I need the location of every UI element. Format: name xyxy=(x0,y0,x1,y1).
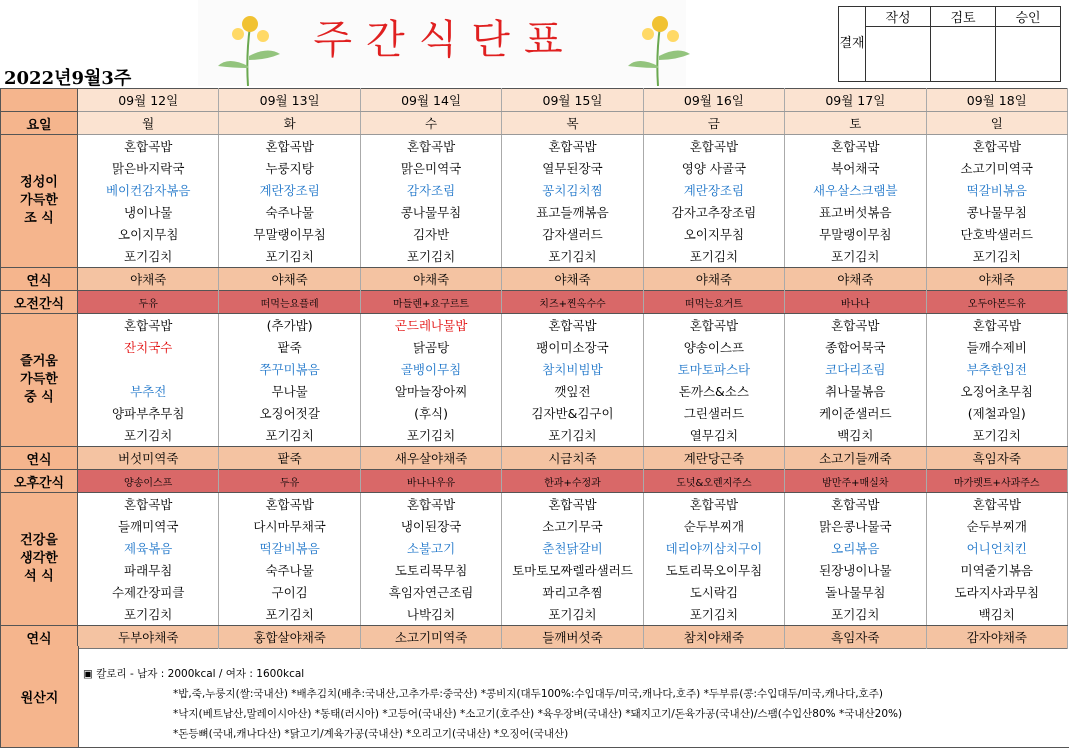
menu-cell: 깻잎전 xyxy=(502,380,643,402)
menu-cell: 오징어초무침 xyxy=(926,380,1067,402)
menu-cell: 참치야채죽 xyxy=(643,626,784,649)
origin-line: *돈등뼈(국내,캐나다산) *닭고기/계육가공(국내산) *오리고기(국내산) *오징어(국내산) xyxy=(173,728,569,740)
menu-cell: 포기김치 xyxy=(78,424,219,447)
menu-cell: 참치비빔밥 xyxy=(502,358,643,380)
dinner-label-line: 석 식 xyxy=(24,569,54,584)
lunch-label-line: 즐거움 xyxy=(20,354,58,369)
dinner-row xyxy=(1,559,1068,581)
menu-cell: 흑임자연근조림 xyxy=(360,581,501,603)
menu-cell: 혼합곡밥 xyxy=(643,493,784,516)
menu-cell: 들깨미역국 xyxy=(78,515,219,537)
menu-cell: 혼합곡밥 xyxy=(502,314,643,337)
breakfast-label-line: 가득한 xyxy=(20,193,58,208)
menu-cell: 혼합곡밥 xyxy=(360,135,501,158)
menu-cell: 혼합곡밥 xyxy=(926,135,1067,158)
menu-cell: 혼합곡밥 xyxy=(78,314,219,337)
menu-cell: 혼합곡밥 xyxy=(78,135,219,158)
origin-footer xyxy=(0,646,1069,748)
breakfast-section xyxy=(1,135,1068,268)
menu-cell: 포기김치 xyxy=(219,424,360,447)
lunch-row xyxy=(1,424,1068,447)
approval-col: 작성 xyxy=(866,7,931,27)
menu-cell: 토마토파스타 xyxy=(643,358,784,380)
snack-cell: 밤만주+매실차 xyxy=(785,470,926,493)
soft-food-label: 연식 xyxy=(1,626,78,649)
menu-cell: 냉이나물 xyxy=(78,201,219,223)
menu-cell: 누룽지탕 xyxy=(219,157,360,179)
dinner-section xyxy=(1,493,1068,626)
menu-cell: 버섯미역죽 xyxy=(78,447,219,470)
menu-cell: 꽈리고추찜 xyxy=(502,581,643,603)
menu-cell: 데리야끼삼치구이 xyxy=(643,537,784,559)
menu-cell: 잔치국수 xyxy=(78,336,219,358)
menu-cell: 돌나물무침 xyxy=(785,581,926,603)
week-label: 2022년9월3주 xyxy=(4,68,132,89)
corner-cell xyxy=(1,89,78,112)
snack-cell: 떠먹는요거트 xyxy=(643,291,784,314)
menu-cell: 계란장조림 xyxy=(643,179,784,201)
menu-cell: 감자조림 xyxy=(360,179,501,201)
menu-cell: 포기김치 xyxy=(502,603,643,626)
menu-cell: 북어채국 xyxy=(785,157,926,179)
date-row xyxy=(1,89,1068,112)
menu-cell: 혼합곡밥 xyxy=(502,493,643,516)
breakfast-label-line: 조 식 xyxy=(24,211,54,226)
approval-side-label: 결재 xyxy=(839,7,866,82)
menu-cell: 야채죽 xyxy=(78,268,219,291)
dinner-label-line: 건강을 xyxy=(20,533,58,548)
menu-cell: 오이지무침 xyxy=(643,223,784,245)
menu-cell: 혼합곡밥 xyxy=(785,493,926,516)
menu-cell: 시금치죽 xyxy=(502,447,643,470)
menu-cell: 나박김치 xyxy=(360,603,501,626)
menu-cell: 도라지사과무침 xyxy=(926,581,1067,603)
menu-cell: 포기김치 xyxy=(360,245,501,268)
calorie-note: ▣ 칼로리 - 남자 : 2000kcal / 여자 : 1600kcal xyxy=(83,668,305,680)
approval-box xyxy=(838,6,1061,82)
snack-cell: 마가렛트+사과주스 xyxy=(926,470,1067,493)
menu-cell: 부추전 xyxy=(78,380,219,402)
soft-food-row xyxy=(1,447,1068,470)
menu-cell: 오이지무침 xyxy=(78,223,219,245)
snack-cell: 양송이스프 xyxy=(78,470,219,493)
menu-cell: 야채죽 xyxy=(926,268,1067,291)
am-snack-row xyxy=(1,291,1068,314)
origin-label: 원산지 xyxy=(1,646,79,747)
page-title: 주간식단표 xyxy=(313,17,577,63)
weekday-cell: 화 xyxy=(219,112,360,135)
menu-cell: 열무된장국 xyxy=(502,157,643,179)
menu-cell: 곤드레나물밥 xyxy=(360,314,501,337)
lunch-row xyxy=(1,336,1068,358)
dinner-row xyxy=(1,493,1068,516)
menu-cell: 야채죽 xyxy=(219,268,360,291)
menu-cell: 골뱅이무침 xyxy=(360,358,501,380)
menu-cell: 포기김치 xyxy=(643,603,784,626)
snack-cell: 치즈+찐옥수수 xyxy=(502,291,643,314)
menu-cell: 팽이미소장국 xyxy=(502,336,643,358)
menu-cell: 수제간장피클 xyxy=(78,581,219,603)
menu-cell: 된장냉이나물 xyxy=(785,559,926,581)
menu-cell: 콩나물무침 xyxy=(360,201,501,223)
menu-cell: 닭곰탕 xyxy=(360,336,501,358)
menu-cell: 흑임자죽 xyxy=(785,626,926,649)
menu-cell: 들깨수제비 xyxy=(926,336,1067,358)
menu-cell: 포기김치 xyxy=(360,424,501,447)
menu-cell: 숙주나물 xyxy=(219,201,360,223)
weekday-cell: 토 xyxy=(785,112,926,135)
menu-cell: 떡갈비볶음 xyxy=(219,537,360,559)
menu-cell: 토마토모짜렐라샐러드 xyxy=(502,559,643,581)
menu-cell: 야채죽 xyxy=(502,268,643,291)
menu-cell: 포기김치 xyxy=(78,603,219,626)
menu-cell: 포기김치 xyxy=(643,245,784,268)
menu-cell: 야채죽 xyxy=(785,268,926,291)
menu-cell: 케이준샐러드 xyxy=(785,402,926,424)
soft-food-label: 연식 xyxy=(1,447,78,470)
snack-cell: 두유 xyxy=(219,470,360,493)
menu-cell: 맑은콩나물국 xyxy=(785,515,926,537)
menu-cell: 부추한입전 xyxy=(926,358,1067,380)
approval-col: 검토 xyxy=(931,7,996,27)
menu-cell: 코다리조림 xyxy=(785,358,926,380)
menu-cell: 순두부찌개 xyxy=(643,515,784,537)
breakfast-row xyxy=(1,245,1068,268)
menu-cell: 김자반 xyxy=(360,223,501,245)
menu-cell: 소불고기 xyxy=(360,537,501,559)
menu-cell: 무말랭이무침 xyxy=(785,223,926,245)
breakfast-row xyxy=(1,201,1068,223)
menu-cell: 포기김치 xyxy=(219,245,360,268)
date-cell: 09월 13일 xyxy=(219,89,360,112)
menu-table xyxy=(0,88,1068,649)
lunch-label xyxy=(1,314,78,447)
menu-cell: 도토리묵무침 xyxy=(360,559,501,581)
date-cell: 09월 18일 xyxy=(926,89,1067,112)
menu-cell: 돈까스&소스 xyxy=(643,380,784,402)
snack-cell: 바나나우유 xyxy=(360,470,501,493)
snack-cell: 두유 xyxy=(78,291,219,314)
menu-cell: 혼합곡밥 xyxy=(78,493,219,516)
menu-cell: (추가밥) xyxy=(219,314,360,337)
lunch-row xyxy=(1,358,1068,380)
menu-cell: 미역줄기볶음 xyxy=(926,559,1067,581)
menu-cell: (후식) xyxy=(360,402,501,424)
weekday-label: 요일 xyxy=(1,112,78,135)
menu-cell: 새우살스크램블 xyxy=(785,179,926,201)
menu-cell: 무말랭이무침 xyxy=(219,223,360,245)
menu-cell: 포기김치 xyxy=(785,603,926,626)
menu-cell: 양송이스프 xyxy=(643,336,784,358)
menu-cell: 영양 사골국 xyxy=(643,157,784,179)
weekday-cell: 금 xyxy=(643,112,784,135)
origin-line: *밥,죽,누룽지(쌀:국내산) *배추김치(배추:국내산,고추가루:중국산) *콩비지(대두100%:수입대두/미국,캐나다,호주) *두부류(콩:수입대두/미국,캐나다,호주) xyxy=(173,688,883,700)
soft-food-row xyxy=(1,268,1068,291)
menu-cell: 그린샐러드 xyxy=(643,402,784,424)
menu-cell: 맑은미역국 xyxy=(360,157,501,179)
menu-cell: 도토리묵오이무침 xyxy=(643,559,784,581)
breakfast-row xyxy=(1,179,1068,201)
menu-cell: 알마늘장아찌 xyxy=(360,380,501,402)
date-cell: 09월 16일 xyxy=(643,89,784,112)
menu-cell: 혼합곡밥 xyxy=(219,135,360,158)
menu-cell: 팥죽 xyxy=(219,447,360,470)
menu-cell: 포기김치 xyxy=(785,245,926,268)
pm-snack-label: 오후간식 xyxy=(1,470,78,493)
menu-cell: 소고기들깨죽 xyxy=(785,447,926,470)
origin-line: *낙지(베트남산,말레이시아산) *동태(러시아) *고등어(국내산) *소고기(호주산) *육우장벼(국내산) *돼지고기/돈육가공(국내산)/스팸(수입산80% *국내산20%) xyxy=(173,708,903,720)
menu-cell: 냉이된장국 xyxy=(360,515,501,537)
menu-cell: 어니언치킨 xyxy=(926,537,1067,559)
menu-cell: 표고버섯볶음 xyxy=(785,201,926,223)
pm-snack-row xyxy=(1,470,1068,493)
lunch-label-line: 중 식 xyxy=(24,390,54,405)
menu-cell: 감자고추장조림 xyxy=(643,201,784,223)
snack-cell: 도넛&오렌지주스 xyxy=(643,470,784,493)
menu-cell: 파래무침 xyxy=(78,559,219,581)
menu-cell: 포기김치 xyxy=(926,424,1067,447)
weekday-cell: 월 xyxy=(78,112,219,135)
menu-cell: 혼합곡밥 xyxy=(926,314,1067,337)
menu-cell: 쭈꾸미볶음 xyxy=(219,358,360,380)
menu-cell: 야채죽 xyxy=(643,268,784,291)
weekday-cell: 일 xyxy=(926,112,1067,135)
date-cell: 09월 15일 xyxy=(502,89,643,112)
dinner-row xyxy=(1,603,1068,626)
snack-cell: 떠먹는요플레 xyxy=(219,291,360,314)
menu-cell: 혼합곡밥 xyxy=(926,493,1067,516)
menu-cell: 양파부추무침 xyxy=(78,402,219,424)
snack-cell: 오두아몬드유 xyxy=(926,291,1067,314)
menu-cell: 춘천닭갈비 xyxy=(502,537,643,559)
soft-food-label: 연식 xyxy=(1,268,78,291)
date-cell: 09월 14일 xyxy=(360,89,501,112)
menu-cell: 계란장조림 xyxy=(219,179,360,201)
menu-cell: 혼합곡밥 xyxy=(643,135,784,158)
menu-cell: 다시마무채국 xyxy=(219,515,360,537)
dinner-label xyxy=(1,493,78,626)
menu-cell: 베이컨감자볶음 xyxy=(78,179,219,201)
menu-cell: 감자샐러드 xyxy=(502,223,643,245)
menu-cell: 백김치 xyxy=(926,603,1067,626)
snack-cell: 한과+수정과 xyxy=(502,470,643,493)
approval-sign-cell[interactable] xyxy=(931,27,996,82)
date-cell: 09월 12일 xyxy=(78,89,219,112)
approval-sign-cell[interactable] xyxy=(866,27,931,82)
breakfast-label xyxy=(1,135,78,268)
menu-cell: 혼합곡밥 xyxy=(502,135,643,158)
approval-col: 승인 xyxy=(996,7,1061,27)
menu-cell: 포기김치 xyxy=(502,424,643,447)
dinner-row xyxy=(1,537,1068,559)
weekday-row xyxy=(1,112,1068,135)
menu-cell xyxy=(78,358,219,380)
menu-cell: 오리볶음 xyxy=(785,537,926,559)
dinner-row xyxy=(1,515,1068,537)
menu-cell: 숙주나물 xyxy=(219,559,360,581)
menu-cell: 취나물볶음 xyxy=(785,380,926,402)
snack-cell: 바나나 xyxy=(785,291,926,314)
menu-cell: 구이김 xyxy=(219,581,360,603)
menu-cell: 계란당근죽 xyxy=(643,447,784,470)
flower-icon xyxy=(208,6,288,86)
menu-cell: 포기김치 xyxy=(502,245,643,268)
lunch-section xyxy=(1,314,1068,447)
menu-cell: 제육볶음 xyxy=(78,537,219,559)
menu-cell: 혼합곡밥 xyxy=(360,493,501,516)
menu-cell: 콩나물무침 xyxy=(926,201,1067,223)
menu-cell: 새우살야채죽 xyxy=(360,447,501,470)
menu-cell: 도시락김 xyxy=(643,581,784,603)
breakfast-row xyxy=(1,157,1068,179)
menu-cell: 떡갈비볶음 xyxy=(926,179,1067,201)
menu-cell: 김자반&김구이 xyxy=(502,402,643,424)
menu-cell: 단호박샐러드 xyxy=(926,223,1067,245)
menu-cell: 백김치 xyxy=(785,424,926,447)
menu-cell: 순두부찌개 xyxy=(926,515,1067,537)
lunch-row xyxy=(1,380,1068,402)
weekday-cell: 수 xyxy=(360,112,501,135)
menu-cell: 혼합곡밥 xyxy=(785,135,926,158)
lunch-row xyxy=(1,314,1068,337)
dinner-label-line: 생각한 xyxy=(20,551,58,566)
menu-cell: 맑은바지락국 xyxy=(78,157,219,179)
menu-cell: 포기김치 xyxy=(219,603,360,626)
weekday-cell: 목 xyxy=(502,112,643,135)
am-snack-label: 오전간식 xyxy=(1,291,78,314)
approval-sign-cell[interactable] xyxy=(996,27,1061,82)
menu-cell: 소고기미역국 xyxy=(926,157,1067,179)
menu-cell: 포기김치 xyxy=(926,245,1067,268)
menu-cell: 무나물 xyxy=(219,380,360,402)
menu-cell: 혼합곡밥 xyxy=(785,314,926,337)
menu-cell: 종합어묵국 xyxy=(785,336,926,358)
dinner-row xyxy=(1,581,1068,603)
menu-cell: 열무김치 xyxy=(643,424,784,447)
flower-icon xyxy=(618,6,698,86)
breakfast-label-line: 정성이 xyxy=(20,175,58,190)
menu-cell: 흑임자죽 xyxy=(926,447,1067,470)
menu-cell: 꽁치김치찜 xyxy=(502,179,643,201)
lunch-label-line: 가득한 xyxy=(20,372,58,387)
menu-cell: 감자야채죽 xyxy=(926,626,1067,649)
menu-cell: 두부야채죽 xyxy=(78,626,219,649)
menu-cell: 팥죽 xyxy=(219,336,360,358)
menu-cell: 소고기무국 xyxy=(502,515,643,537)
menu-cell: 소고기미역죽 xyxy=(360,626,501,649)
breakfast-row xyxy=(1,223,1068,245)
snack-cell: 마들렌+요구르트 xyxy=(360,291,501,314)
menu-cell: 홍합살야채죽 xyxy=(219,626,360,649)
date-cell: 09월 17일 xyxy=(785,89,926,112)
menu-cell: 혼합곡밥 xyxy=(219,493,360,516)
menu-cell: 야채죽 xyxy=(360,268,501,291)
menu-cell: 포기김치 xyxy=(78,245,219,268)
menu-cell: 들깨버섯죽 xyxy=(502,626,643,649)
menu-cell: (제철과일) xyxy=(926,402,1067,424)
menu-cell: 혼합곡밥 xyxy=(643,314,784,337)
menu-cell: 표고들깨볶음 xyxy=(502,201,643,223)
menu-cell: 오징어젓갈 xyxy=(219,402,360,424)
lunch-row xyxy=(1,402,1068,424)
breakfast-row xyxy=(1,135,1068,158)
